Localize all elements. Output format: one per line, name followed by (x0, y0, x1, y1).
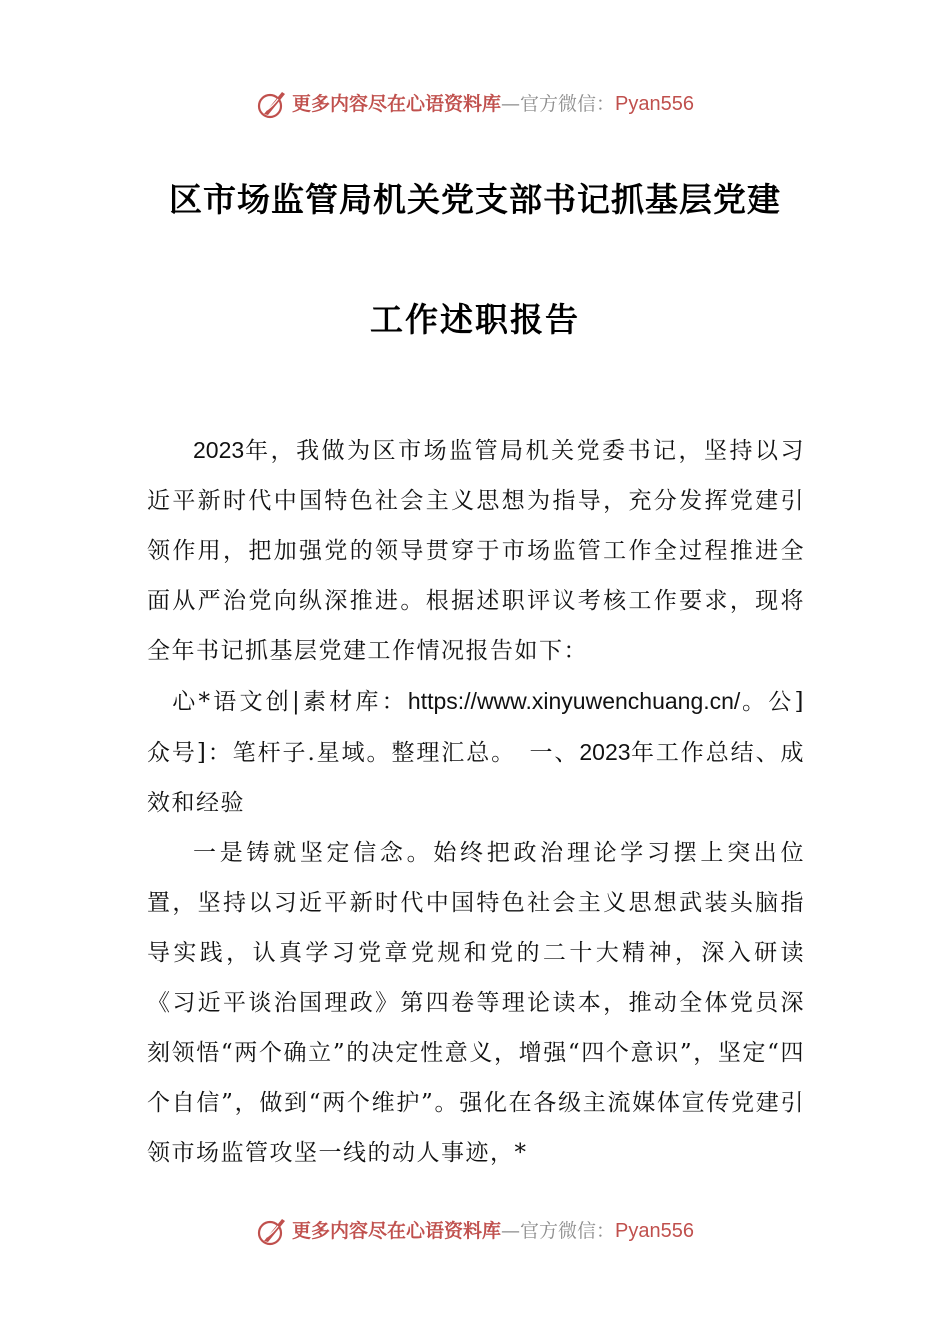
watermark-wechat-id: Pyan556 (615, 1220, 694, 1242)
document-title-line2: 工作述职报告 (370, 300, 580, 339)
header-watermark (0, 88, 950, 120)
source-prefix: 心*语文创|素材库： (172, 689, 408, 715)
watermark-brand: 更多内容尽在心语资料库 (292, 93, 502, 115)
footer-watermark (0, 1215, 950, 1247)
quill-pen-logo-icon (256, 1215, 288, 1247)
intro-text: 年，我做为区市场监管局机关党委书记，坚持以习近平新时代中国特色社会主义思想为指导，充分发挥党建引领作用，把加强党的领导贯穿于市场监管工作全过程推进全面从严治党向纵深推进。根据述职评议考核工作要求，现将全年书记抓基层党建工作情况报告如下： (147, 438, 805, 664)
quill-pen-logo-icon (256, 88, 288, 120)
paragraph-intro (147, 425, 805, 676)
document-body (147, 425, 805, 1178)
intro-year: 2023 (193, 437, 245, 463)
watermark-separator: — (501, 93, 521, 115)
watermark-separator: — (501, 1220, 521, 1242)
paragraph-source-note (147, 676, 805, 828)
watermark-official-label: 官方微信： (520, 93, 616, 115)
section-year: 2023 (579, 739, 631, 765)
watermark-official-label: 官方微信： (520, 1220, 616, 1242)
section-heading: 年工作总结、成效和经验 (147, 740, 806, 816)
watermark-brand: 更多内容尽在心语资料库 (292, 1220, 502, 1242)
source-url: https://www.xinyuwenchuang.cn/ (407, 688, 741, 714)
paragraph-item-one: 一是铸就坚定信念。始终把政治理论学习摆上突出位置，坚持以习近平新时代中国特色社会主义思想武装头脑指导实践，认真学习党章党规和党的二十大精神，深入研读《习近平谈治国理政》第四卷等理论读本，推动全体党员深刻领悟“两个确立”的决定性意义，增强“四个意识”，坚定“四个自信”，做到“两个维护”。强化在各级主流媒体宣传党建引领市场监管攻坚一线的动人事迹，* (147, 840, 805, 1166)
document-title-line1: 区市场监管局机关党支部书记抓基层党建 (169, 180, 781, 219)
watermark-wechat-id: Pyan556 (615, 93, 694, 115)
source-text: 。公]众号]：笔杆子.星域。整理汇总。 一、 (147, 689, 805, 766)
